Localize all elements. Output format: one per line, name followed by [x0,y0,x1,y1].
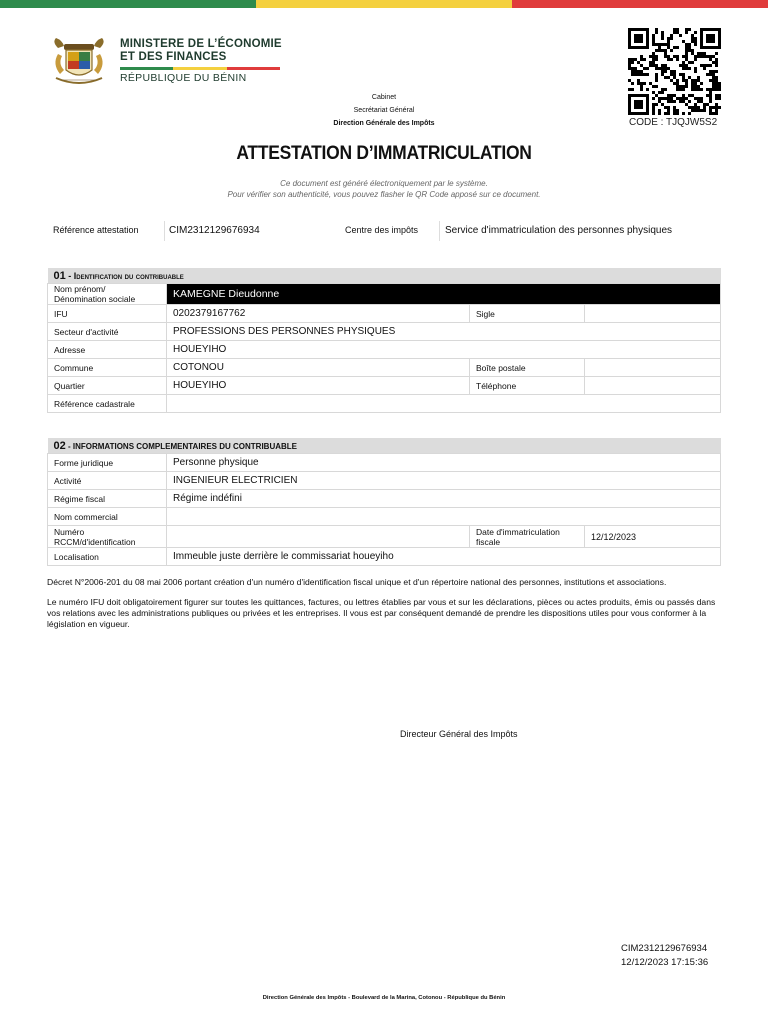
ifu-obligation-paragraph: Le numéro IFU doit obligatoirement figurer sur toutes les quittances, factures, ou lettres établies par vous et sur les déclarations, pièces ou actes produits, émis ou passés dans vos relations avec les administrations publiques ou privées et les entreprises. Il vous est par conséquent demandé de prendre les dispositions utiles pour vous conformer à la législation en vigueur. [47,597,716,629]
section-title: - Identification du contribuable [65,270,184,281]
registration-date-value: 12/12/2023 [585,526,721,548]
table-row [48,359,721,377]
page-footer: Direction Générale des Impôts - Boulevard de la Marina, Cotonou - République du Bénin [262,995,506,1001]
reference-label: Référence attestation [53,225,139,235]
ministry-name-line1: MINISTERE DE L’ÉCONOMIE [120,38,282,50]
address-label: Adresse [48,341,167,359]
ifu-value: 0202379167762 [167,305,470,323]
tax-centre-label: Centre des impôts [345,225,419,235]
divider [439,221,440,241]
ifu-label: IFU [48,305,167,323]
registration-date-label: Date d'immatriculation fiscale [470,526,585,548]
commune-label: Commune [48,359,167,377]
office-cabinet: Cabinet [371,94,397,101]
table-row [48,341,721,359]
district-value: HOUEYIHO [167,377,470,395]
po-box-value [585,359,721,377]
commune-value: COTONOU [167,359,470,377]
trade-name-label: Nom commercial [48,508,167,526]
table-row [48,472,721,490]
section-number: 02 [53,439,66,452]
section-number: 01 [53,269,66,282]
table-row [48,305,721,323]
phone-label: Téléphone [470,377,585,395]
complementary-section [47,438,721,566]
tax-centre-value: Service d'immatriculation des personnes physiques [445,225,673,236]
office-block [0,91,768,130]
acronym-value [585,305,721,323]
stamp-datetime: 12/12/2023 17:15:36 [621,957,709,968]
table-row [48,526,721,548]
table-row [48,490,721,508]
signatory-title: Directeur Général des Impôts [400,729,518,739]
authenticity-notice [0,178,768,200]
divider [164,221,165,241]
notice-line1: Ce document est généré électroniquement par le système. [280,179,488,188]
republic-name: RÉPUBLIQUE DU BÉNIN [120,72,247,84]
ministry-name-line2: ET DES FINANCES [120,51,227,63]
legal-notice [47,577,723,639]
table-row [48,548,721,566]
notice-line2: Pour vérifier son authenticité, vous pouvez flasher le QR Code apposé sur ce document. [227,190,541,199]
legal-form-label: Forme juridique [48,454,167,472]
table-row [48,284,721,305]
document-title: ATTESTATION D’IMMATRICULATION [236,143,532,164]
section-header [48,268,721,284]
trade-name-value [167,508,721,526]
table-row [48,508,721,526]
rccm-label: Numéro RCCM/d'identification [48,526,167,548]
table-row [48,323,721,341]
cadastral-value [167,395,721,413]
section-title: - INFORMATIONS COMPLEMENTAIRES DU CONTRIBUABLE [65,441,297,451]
ministry-color-bar [120,67,280,70]
tax-regime-value: Régime indéfini [167,490,721,508]
identification-section [47,268,721,413]
decree-paragraph: Décret N°2006-201 du 08 mai 2006 portant création d'un numéro d'identification fiscal unique et d'un répertoire national des personnes, institutions et associations. [47,577,667,587]
address-value: HOUEYIHO [167,341,721,359]
sector-value: PROFESSIONS DES PERSONNES PHYSIQUES [167,323,721,341]
table-row [48,395,721,413]
cadastral-label: Référence cadastrale [48,395,167,413]
flag-green-stripe [0,0,256,8]
table-row [48,454,721,472]
flag-red-stripe [512,0,768,8]
activity-label: Activité [48,472,167,490]
acronym-label: Sigle [470,305,585,323]
qr-code-label: CODE : TJQJW5S2 [629,117,718,128]
location-value: Immeuble juste derrière le commissariat houeyiho [167,548,721,566]
coat-of-arms-icon [48,34,110,92]
office-secretariat: Secrétariat Général [353,107,415,114]
name-value: KAMEGNE Dieudonne [167,284,721,305]
phone-value [585,377,721,395]
rccm-value [167,526,470,548]
issuance-stamp [621,942,708,970]
table-row [48,377,721,395]
office-direction: Direction Générale des Impôts [333,120,435,127]
po-box-label: Boîte postale [470,359,585,377]
legal-form-value: Personne physique [167,454,721,472]
reference-value: CIM2312129676934 [169,225,260,236]
tax-regime-label: Régime fiscal [48,490,167,508]
name-label: Nom prénom/ Dénomination sociale [48,284,167,305]
reference-row [47,221,721,241]
flag-band [0,0,768,8]
sector-label: Secteur d'activité [48,323,167,341]
stamp-reference: CIM2312129676934 [621,943,708,954]
activity-value: INGENIEUR ELECTRICIEN [167,472,721,490]
ministry-header [120,38,282,84]
section-header [48,438,721,454]
district-label: Quartier [48,377,167,395]
location-label: Localisation [48,548,167,566]
flag-yellow-stripe [256,0,512,8]
